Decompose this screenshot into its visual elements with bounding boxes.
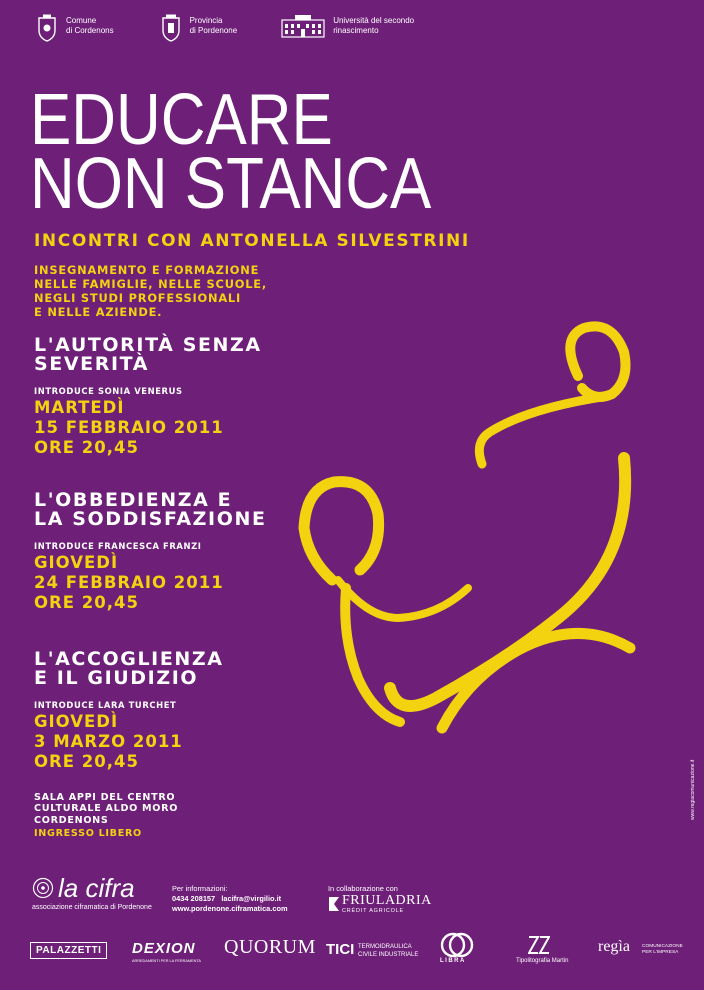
event-date: 24 FEBBRAIO 2011	[34, 573, 224, 592]
event-time: ORE 20,45	[34, 752, 139, 771]
tici-tagline	[358, 943, 418, 959]
tici-logo: TICI	[326, 941, 355, 958]
university-logo	[281, 14, 414, 38]
dexion-tagline: ARREDAMENTI PER LA FERRAMENTA	[132, 959, 201, 963]
comune-line-2: di Cordenons	[66, 25, 114, 35]
event-1	[34, 336, 262, 456]
info-email: lacifra@virgilio.it	[221, 894, 282, 903]
event-day: MARTEDÌ	[34, 398, 125, 417]
quorum-logo: QUORUM	[224, 936, 316, 958]
provincia-line-1: Provincia	[189, 16, 223, 25]
poster-title	[30, 80, 432, 224]
dexion-logo: DEXION	[132, 940, 196, 957]
organizer-name: la cifra	[58, 873, 135, 903]
event-title-line: L'AUTORITÀ SENZA	[34, 334, 262, 356]
contact-info	[172, 884, 288, 914]
collab-sub: CRÉDIT AGRICOLE	[342, 908, 405, 914]
event-title-line: SEVERITÀ	[34, 353, 150, 375]
university-line-1: Università del secondo	[333, 16, 415, 25]
event-date: 3 MARZO 2011	[34, 732, 183, 751]
collab-name: FRIULADRIA	[342, 893, 432, 908]
intro-line: E NELLE AZIENDE.	[34, 305, 163, 319]
tici-tagline-1: TERMOIDRAULICA	[358, 944, 412, 950]
vertical-credit: www.regiacomunicazione.it	[690, 759, 696, 820]
event-2	[34, 491, 267, 611]
institution-logos	[36, 14, 414, 42]
comune-line-1: Comune	[66, 16, 97, 25]
title-line-1: EDUCARE	[30, 80, 333, 160]
organizer-row	[32, 873, 672, 916]
tici-tagline-2: CIVILE INDUSTRIALE	[358, 952, 419, 958]
intro-line: NELLE FAMIGLIE, NELLE SCUOLE,	[34, 277, 267, 291]
provincia-logo	[160, 14, 238, 42]
event-title-line: E IL GIUDIZIO	[34, 667, 199, 689]
martin-mark-icon	[528, 936, 550, 954]
venue-line: CORDENONS	[34, 814, 109, 826]
libra-logo: LIBRA	[440, 958, 466, 964]
regia-tagline	[642, 944, 683, 956]
event-date: 15 FEBBRAIO 2011	[34, 418, 224, 437]
provincia-line-2: di Pordenone	[189, 25, 238, 35]
venue	[34, 792, 178, 826]
event-time: ORE 20,45	[34, 593, 139, 612]
friuladria-logo	[328, 894, 432, 914]
event-introducer: INTRODUCE SONIA VENERUS	[34, 386, 183, 396]
event-day: GIOVEDÌ	[34, 712, 119, 731]
event-3	[34, 650, 224, 770]
comune-logo	[36, 14, 114, 42]
event-introducer: INTRODUCE LARA TURCHET	[34, 700, 177, 710]
ribbon-figures-illustration	[278, 318, 648, 738]
collab-heading: In collaborazione con	[328, 884, 398, 893]
intro-text	[34, 263, 267, 319]
martin-logo: Tipolitografia Martin	[516, 958, 569, 964]
province-crest-icon	[160, 14, 182, 42]
organizer-tagline: associazione ciframatica di Pordenone	[32, 904, 152, 911]
palazzetti-logo: PALAZZETTI	[30, 942, 107, 959]
intro-line: NEGLI STUDI PROFESSIONALI	[34, 291, 242, 305]
university-line-2: rinascimento	[333, 25, 379, 35]
sponsor-logos	[30, 932, 683, 972]
intro-line: INSEGNAMENTO E FORMAZIONE	[34, 263, 260, 277]
info-phone: 0434 208157	[172, 894, 216, 903]
building-icon	[281, 14, 325, 38]
poster-subtitle: INCONTRI CON ANTONELLA SILVESTRINI	[34, 231, 470, 251]
regia-logo: regìa	[598, 938, 630, 955]
event-title-line: L'ACCOGLIENZA	[34, 648, 224, 670]
libra-icon	[440, 932, 474, 958]
info-website: www.pordenone.ciframatica.com	[172, 904, 288, 913]
bank-mark-icon	[328, 896, 340, 912]
city-crest-icon	[36, 14, 58, 42]
seal-icon	[32, 877, 54, 899]
title-line-2: NON STANCA	[30, 144, 432, 224]
free-entry: INGRESSO LIBERO	[34, 828, 142, 839]
event-title-line: LA SODDISFAZIONE	[34, 508, 267, 530]
info-heading: Per informazioni:	[172, 884, 228, 893]
regia-tagline-1: COMUNICAZIONE	[642, 944, 683, 949]
event-time: ORE 20,45	[34, 438, 139, 457]
regia-tagline-2: PER L'IMPRESA	[642, 950, 679, 955]
venue-line: SALA APPI DEL CENTRO	[34, 792, 176, 803]
event-introducer: INTRODUCE FRANCESCA FRANZI	[34, 541, 202, 551]
event-title-line: L'OBBEDIENZA E	[34, 489, 233, 511]
lacifra-logo	[32, 873, 135, 903]
venue-line: CULTURALE ALDO MORO	[34, 803, 179, 815]
event-day: GIOVEDÌ	[34, 553, 119, 572]
